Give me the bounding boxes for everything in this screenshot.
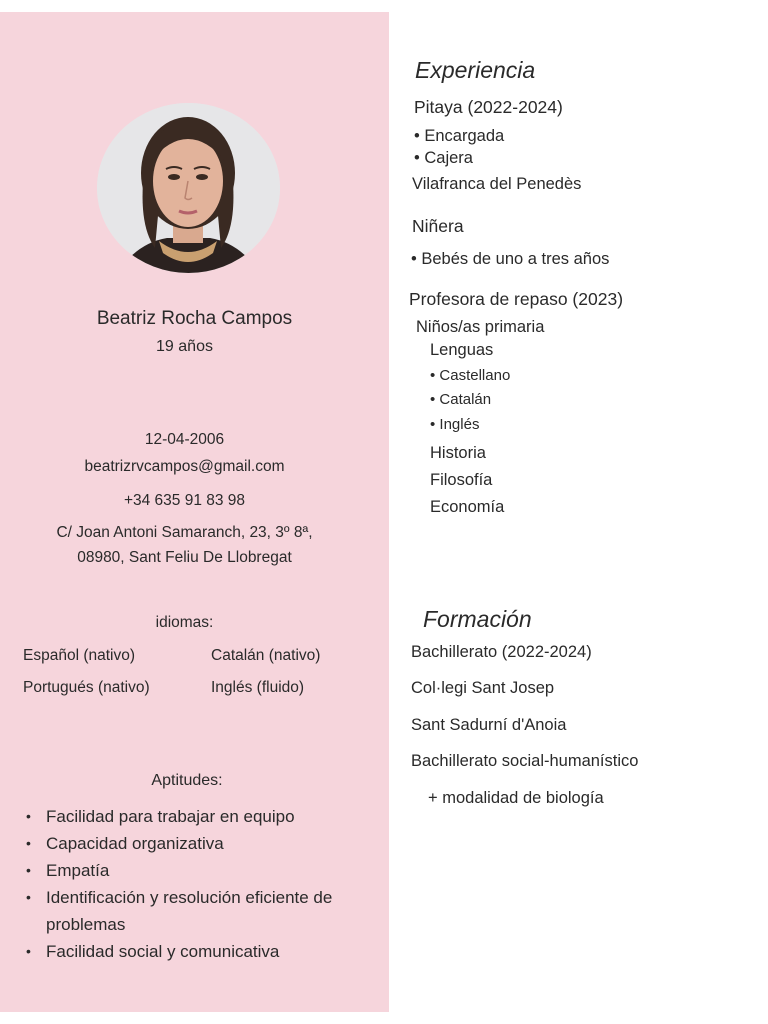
candidate-age: 19 años bbox=[156, 338, 213, 355]
job-title: Pitaya (2022-2024) bbox=[414, 97, 563, 117]
education-line: Bachillerato social-humanístico bbox=[411, 752, 639, 770]
skill-item: • Capacidad organizativa bbox=[26, 830, 376, 857]
skill-item: • Facilidad social y comunicativa bbox=[26, 938, 376, 965]
profile-photo bbox=[97, 103, 280, 273]
skill-item: • Empatía bbox=[26, 857, 376, 884]
subject: Economía bbox=[430, 498, 505, 516]
experience-title: Experiencia bbox=[415, 57, 536, 83]
language-subject: • Castellano bbox=[430, 367, 511, 384]
skills-title: Aptitudes: bbox=[151, 772, 223, 789]
birthdate: 12-04-2006 bbox=[144, 431, 225, 448]
subject-languages: Lenguas bbox=[430, 341, 494, 359]
education-line: + modalidad de biología bbox=[428, 789, 604, 807]
left-panel bbox=[0, 12, 389, 1012]
education-line: Bachillerato (2022-2024) bbox=[411, 643, 592, 661]
education-line: Col·legi Sant Josep bbox=[411, 679, 555, 697]
job-title: Profesora de repaso (2023) bbox=[409, 289, 624, 309]
address-line-1: C/ Joan Antoni Samaranch, 23, 3º 8ª, bbox=[56, 524, 313, 541]
portrait-illustration bbox=[97, 103, 280, 273]
job-location: Vilafranca del Penedès bbox=[412, 175, 582, 193]
language-item: Español (nativo) bbox=[23, 647, 136, 664]
address-line-2: 08980, Sant Feliu De Llobregat bbox=[77, 549, 292, 566]
languages-title: idiomas: bbox=[155, 614, 214, 631]
phone[interactable]: +34 635 91 83 98 bbox=[123, 492, 246, 509]
language-subject: • Inglés bbox=[430, 416, 480, 433]
education-line: Sant Sadurní d'Anoia bbox=[411, 716, 567, 734]
email[interactable]: beatrizrvcampos@gmail.com bbox=[84, 458, 285, 475]
job-title: Niñera bbox=[412, 216, 464, 236]
job-duty: • Encargada bbox=[414, 127, 505, 145]
skill-item: • Identificación y resolución eficiente de problemas bbox=[26, 884, 376, 938]
language-item: Catalán (nativo) bbox=[211, 647, 321, 664]
job-subtitle: Niños/as primaria bbox=[416, 318, 545, 336]
language-subject: • Catalán bbox=[430, 391, 492, 408]
subject: Filosofía bbox=[430, 471, 493, 489]
candidate-name: Beatriz Rocha Campos bbox=[96, 308, 293, 329]
education-title: Formación bbox=[423, 606, 532, 632]
job-duty: • Cajera bbox=[414, 149, 473, 167]
address bbox=[0, 520, 369, 570]
language-item: Inglés (fluido) bbox=[211, 679, 305, 696]
skills-list bbox=[26, 803, 376, 965]
job-duty: • Bebés de uno a tres años bbox=[411, 250, 610, 268]
language-item: Portugués (nativo) bbox=[23, 679, 150, 696]
skill-item: • Facilidad para trabajar en equipo bbox=[26, 803, 376, 830]
subject: Historia bbox=[430, 444, 486, 462]
